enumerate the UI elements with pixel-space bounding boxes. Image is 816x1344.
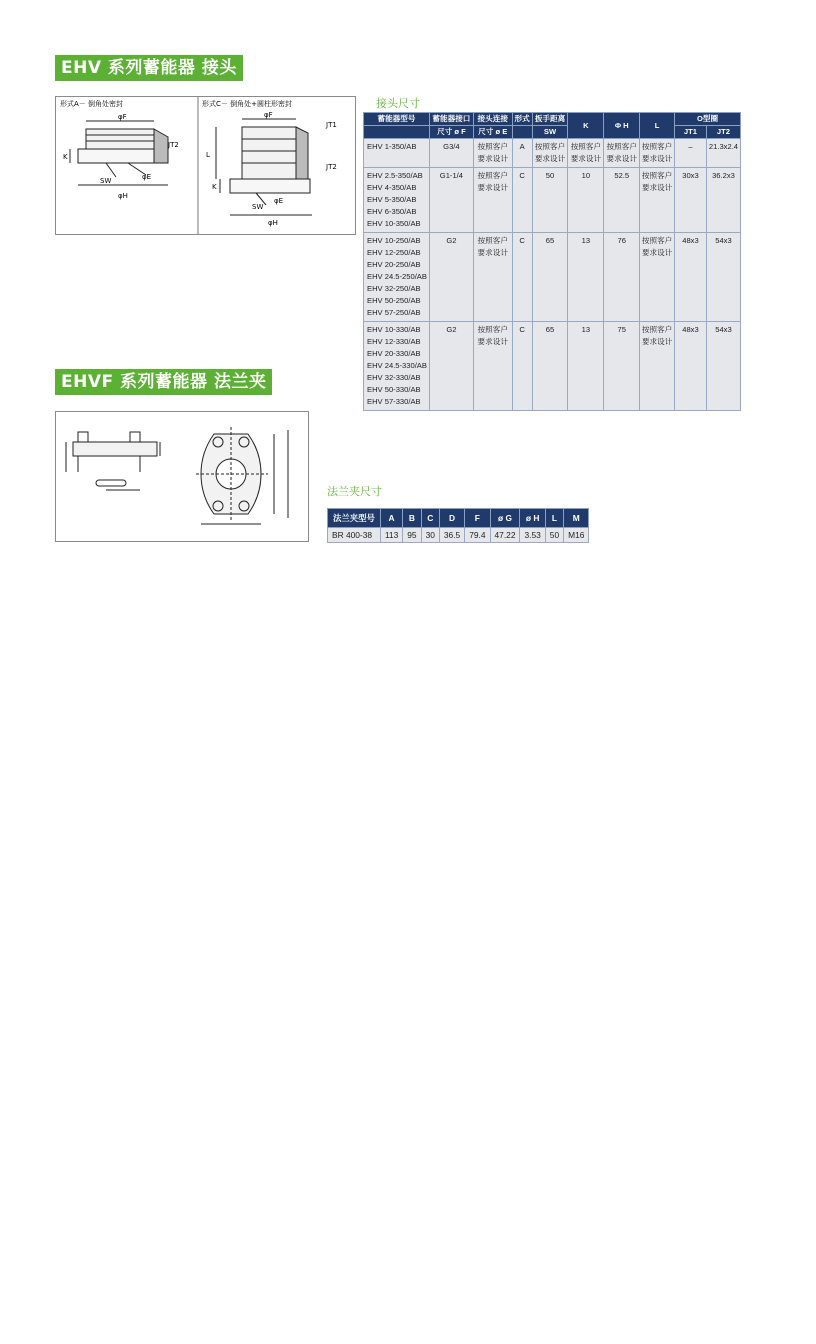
cell-h: 按照客户 要求设计	[604, 139, 640, 168]
joint-dimensions-caption: 接头尺寸	[376, 97, 420, 110]
model-name: EHV 57-330/AB	[367, 397, 421, 406]
flange-cell: 3.53	[520, 528, 545, 543]
flange-dimensions-caption: 法兰夹尺寸	[327, 485, 382, 498]
model-name: EHV 6-350/AB	[367, 207, 417, 216]
table-row	[364, 233, 741, 322]
label-e-a: φE	[142, 173, 152, 181]
flange-cell: 47.22	[490, 528, 520, 543]
cell-jt2: 36.2x3	[706, 168, 740, 233]
flange-header-row	[328, 509, 589, 528]
flange-header-cell: F	[465, 509, 490, 528]
cell-form: C	[512, 233, 532, 322]
model-name: EHV 20-250/AB	[367, 260, 421, 269]
cell-l: 按照客户 要求设计	[640, 139, 675, 168]
cell-sw: 65	[532, 233, 568, 322]
model-name: EHV 12-330/AB	[367, 337, 421, 346]
table-header-row-2	[364, 126, 741, 139]
flange-cell: 30	[421, 528, 439, 543]
model-cell	[364, 168, 430, 233]
cell-f: G1-1/4	[429, 168, 473, 233]
cell-l: 按照客户 要求设计	[640, 168, 675, 233]
header-port: 蓄能器接口	[429, 113, 473, 126]
flange-table-body	[328, 528, 589, 543]
header2-model	[364, 126, 430, 139]
model-name: EHV 10-350/AB	[367, 219, 421, 228]
model-name: EHV 5-350/AB	[367, 195, 417, 204]
flange-cell: M16	[564, 528, 589, 543]
cell-e: 按照客户 要求设计	[473, 139, 512, 168]
model-name: EHV 24.5-330/AB	[367, 361, 427, 370]
model-name: EHV 50-330/AB	[367, 385, 421, 394]
model-name: EHV 32-250/AB	[367, 284, 421, 293]
cell-l: 按照客户 要求设计	[640, 233, 675, 322]
flange-header-cell: ø H	[520, 509, 545, 528]
cell-form: C	[512, 168, 532, 233]
cell-h: 75	[604, 322, 640, 411]
flange-header-cell: L	[545, 509, 563, 528]
flange-row	[328, 528, 589, 543]
flange-header-cell: B	[403, 509, 421, 528]
header-k: K	[568, 113, 604, 139]
cell-sw: 65	[532, 322, 568, 411]
flange-header-cell: C	[421, 509, 439, 528]
model-name: EHV 32-330/AB	[367, 373, 421, 382]
header2-connection: 尺寸 ø E	[473, 126, 512, 139]
table-row	[364, 168, 741, 233]
header-wrench: 扳手距离	[532, 113, 568, 126]
label-k-c: K	[212, 183, 217, 191]
header-form: 形式	[512, 113, 532, 126]
form-c-label: 形式C－ 倒角处+圆柱形密封	[202, 100, 292, 108]
model-name: EHV 12-250/AB	[367, 248, 421, 257]
header-model: 蓄能器型号	[364, 113, 430, 126]
label-f: φF	[118, 113, 127, 121]
model-name: EHV 24.5-250/AB	[367, 272, 427, 281]
flange-dimensions-table	[327, 508, 589, 543]
cell-e: 按照客户 要求设计	[473, 322, 512, 411]
label-f-c: φF	[264, 111, 273, 119]
header-h: Φ H	[604, 113, 640, 139]
header2-form	[512, 126, 532, 139]
model-cell	[364, 322, 430, 411]
cell-jt2: 21.3x2.4	[706, 139, 740, 168]
label-h-a: φH	[118, 192, 128, 200]
flange-header-cell: ø G	[490, 509, 520, 528]
header-l: L	[640, 113, 675, 139]
table-row	[364, 139, 741, 168]
header2-jt1: JT1	[675, 126, 707, 139]
cell-k: 按照客户 要求设计	[568, 139, 604, 168]
cell-k: 10	[568, 168, 604, 233]
cell-jt1: 30x3	[675, 168, 707, 233]
flange-cell: BR 400-38	[328, 528, 381, 543]
cell-jt1: 48x3	[675, 233, 707, 322]
joint-table-body	[364, 139, 741, 411]
flange-cell: 79.4	[465, 528, 490, 543]
flange-cell: 50	[545, 528, 563, 543]
cell-f: G2	[429, 233, 473, 322]
model-name: EHV 1-350/AB	[367, 142, 417, 151]
header-oring: O型圈	[675, 113, 741, 126]
header2-jt2: JT2	[706, 126, 740, 139]
cell-k: 13	[568, 322, 604, 411]
model-name: EHV 4-350/AB	[367, 183, 417, 192]
form-a-label: 形式A－ 倒角处密封	[60, 100, 124, 108]
flange-drawing-panel	[55, 411, 309, 542]
ehvf-section-banner: EHVF 系列蓄能器 法兰夹	[55, 369, 272, 395]
label-k-a: K	[63, 153, 68, 161]
cell-jt2: 54x3	[706, 322, 740, 411]
label-l: L	[206, 151, 210, 159]
model-cell	[364, 233, 430, 322]
cell-f: G2	[429, 322, 473, 411]
label-jt2-c: JT2	[326, 163, 337, 171]
cell-f: G3/4	[429, 139, 473, 168]
model-name: EHV 50-250/AB	[367, 296, 421, 305]
header2-wrench: SW	[532, 126, 568, 139]
cell-jt1: –	[675, 139, 707, 168]
cell-l: 按照客户 要求设计	[640, 322, 675, 411]
header-connection: 接头连接	[473, 113, 512, 126]
model-name: EHV 10-250/AB	[367, 236, 421, 245]
cell-sw: 50	[532, 168, 568, 233]
model-name: EHV 2.5-350/AB	[367, 171, 423, 180]
label-jt1: JT1	[326, 121, 337, 129]
flange-cell: 95	[403, 528, 421, 543]
cell-form: C	[512, 322, 532, 411]
cell-sw: 按照客户 要求设计	[532, 139, 568, 168]
flange-header-cell: A	[380, 509, 402, 528]
cell-jt1: 48x3	[675, 322, 707, 411]
label-sw-a: SW	[100, 177, 112, 185]
model-name: EHV 57-250/AB	[367, 308, 421, 317]
cell-h: 52.5	[604, 168, 640, 233]
flange-header-cell: 法兰夹型号	[328, 509, 381, 528]
flange-header-cell: D	[439, 509, 464, 528]
label-h-c: φH	[268, 219, 278, 227]
cell-jt2: 54x3	[706, 233, 740, 322]
cell-e: 按照客户 要求设计	[473, 168, 512, 233]
flange-cell: 113	[380, 528, 402, 543]
cell-h: 76	[604, 233, 640, 322]
ehv-technical-drawing	[56, 97, 355, 234]
table-header-row-1	[364, 113, 741, 126]
model-name: EHV 10-330/AB	[367, 325, 421, 334]
model-cell	[364, 139, 430, 168]
cell-k: 13	[568, 233, 604, 322]
header2-port: 尺寸 ø F	[429, 126, 473, 139]
ehv-drawing-panel	[55, 96, 356, 235]
label-sw-c: SW	[252, 203, 264, 211]
joint-dimensions-table	[363, 112, 741, 411]
model-name: EHV 20-330/AB	[367, 349, 421, 358]
cell-form: A	[512, 139, 532, 168]
label-jt2-a: JT2	[168, 141, 179, 149]
table-row	[364, 322, 741, 411]
flange-header-cell: M	[564, 509, 589, 528]
label-e-c: φE	[274, 197, 284, 205]
ehv-section-banner: EHV 系列蓄能器 接头	[55, 55, 243, 81]
flange-technical-drawing	[56, 412, 308, 541]
flange-cell: 36.5	[439, 528, 464, 543]
cell-e: 按照客户 要求设计	[473, 233, 512, 322]
